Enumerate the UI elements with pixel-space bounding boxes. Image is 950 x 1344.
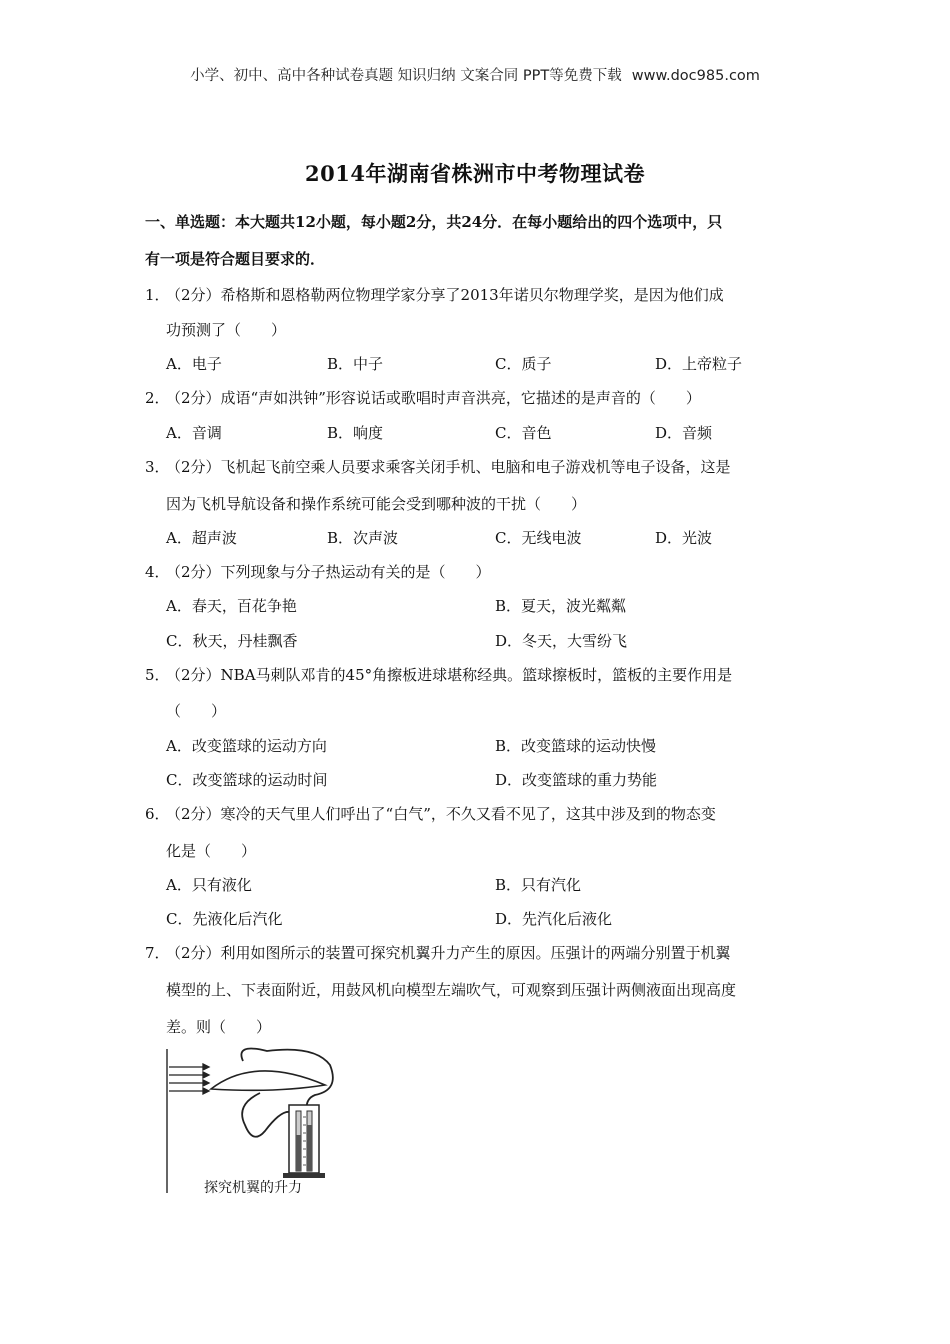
q6-option-b: B．只有汽化 — [495, 876, 582, 894]
header-text: 小学、初中、高中各种试卷真题 知识归纳 文案合同 PPT等免费下载 — [190, 68, 622, 84]
figure-caption: 探究机翼的升力 — [204, 1180, 302, 1196]
q4-option-d: D．冬天，大雪纷飞 — [495, 632, 628, 650]
q3-option-b: B．次声波 — [327, 529, 399, 547]
q1-number: 1． — [145, 286, 170, 304]
q3-option-d: D．光波 — [655, 529, 713, 547]
q1-stem-line1: （2分）希格斯和恩格勒两位物理学家分享了2013年诺贝尔物理学奖，是因为他们成 — [166, 286, 724, 304]
q3-option-a: A．超声波 — [166, 529, 237, 547]
q7-stem-line1: （2分）利用如图所示的装置可探究机翼升力产生的原因。压强计的两端分别置于机翼 — [166, 944, 731, 962]
left-liquid-column — [296, 1135, 301, 1171]
q5-option-b: B．改变篮球的运动快慢 — [495, 737, 657, 755]
q5-option-a: A．改变篮球的运动方向 — [166, 737, 327, 755]
q2-number: 2． — [145, 389, 170, 407]
q3-option-c: C．无线电波 — [495, 529, 582, 547]
q2-stem-line1: （2分）成语“声如洪钟”形容说话或歌唱时声音洪亮，它描述的是声音的（ ） — [166, 389, 701, 407]
q6-option-a: A．只有液化 — [166, 876, 252, 894]
q5-option-c: C．改变篮球的运动时间 — [166, 771, 328, 789]
q4-number: 4． — [145, 563, 170, 581]
q4-option-b: B．夏天，波光粼粼 — [495, 597, 627, 615]
q2-option-a: A．音调 — [166, 424, 222, 442]
airflow-arrows — [169, 1064, 209, 1094]
section-heading-line1: 一、单选题：本大题共12小题，每小题2分，共24分．在每小题给出的四个选项中，只 — [145, 213, 723, 231]
q5-stem-line2: （ ） — [166, 702, 227, 720]
q5-stem-line1: （2分）NBA马刺队邓肯的45°角擦板进球堪称经典。篮球擦板时，篮板的主要作用是 — [166, 666, 733, 684]
wing-model — [211, 1071, 325, 1090]
q6-number: 6． — [145, 805, 170, 823]
page-title: 2014年湖南省株洲市中考物理试卷 — [305, 161, 645, 186]
manometer-frame — [289, 1105, 319, 1173]
q3-stem-line2: 因为飞机导航设备和操作系统可能会受到哪种波的干扰（ ） — [166, 495, 587, 513]
q6-option-d: D．先汽化后液化 — [495, 910, 613, 928]
section-heading-line2: 有一项是符合题目要求的． — [145, 250, 326, 268]
q5-number: 5． — [145, 666, 170, 684]
header-site[interactable]: www.doc985.com — [631, 68, 760, 84]
wing-lift-figure — [165, 1045, 345, 1195]
q7-number: 7． — [145, 944, 170, 962]
q6-stem-line1: （2分）寒冷的天气里人们呼出了“白气”，不久又看不见了，这其中涉及到的物态变 — [166, 805, 716, 823]
q6-option-c: C．先液化后汽化 — [166, 910, 283, 928]
q7-stem-line2: 模型的上、下表面附近，用鼓风机向模型左端吹气，可观察到压强计两侧液面出现高度 — [166, 981, 737, 999]
q2-option-d: D．音频 — [655, 424, 713, 442]
q2-option-b: B．响度 — [327, 424, 384, 442]
page-header — [0, 64, 950, 85]
q1-option-a: A．电子 — [166, 355, 222, 373]
lower-tube — [242, 1093, 293, 1137]
right-liquid-column — [307, 1125, 312, 1171]
q1-option-c: C．质子 — [495, 355, 552, 373]
q3-number: 3． — [145, 458, 170, 476]
q4-option-c: C．秋天，丹桂飘香 — [166, 632, 298, 650]
q4-option-a: A．春天，百花争艳 — [166, 597, 297, 615]
q4-stem-line1: （2分）下列现象与分子热运动有关的是（ ） — [166, 563, 491, 581]
wing-lift-diagram — [165, 1045, 345, 1195]
q3-stem-line1: （2分）飞机起飞前空乘人员要求乘客关闭手机、电脑和电子游戏机等电子设备，这是 — [166, 458, 731, 476]
q6-stem-line2: 化是（ ） — [166, 842, 257, 860]
q1-stem-line2: 功预测了（ ） — [166, 321, 287, 339]
q7-stem-line3: 差。则（ ） — [166, 1018, 272, 1036]
q1-option-d: D．上帝粒子 — [655, 355, 743, 373]
q5-option-d: D．改变篮球的重力势能 — [495, 771, 658, 789]
q1-option-b: B．中子 — [327, 355, 384, 373]
q2-option-c: C．音色 — [495, 424, 552, 442]
